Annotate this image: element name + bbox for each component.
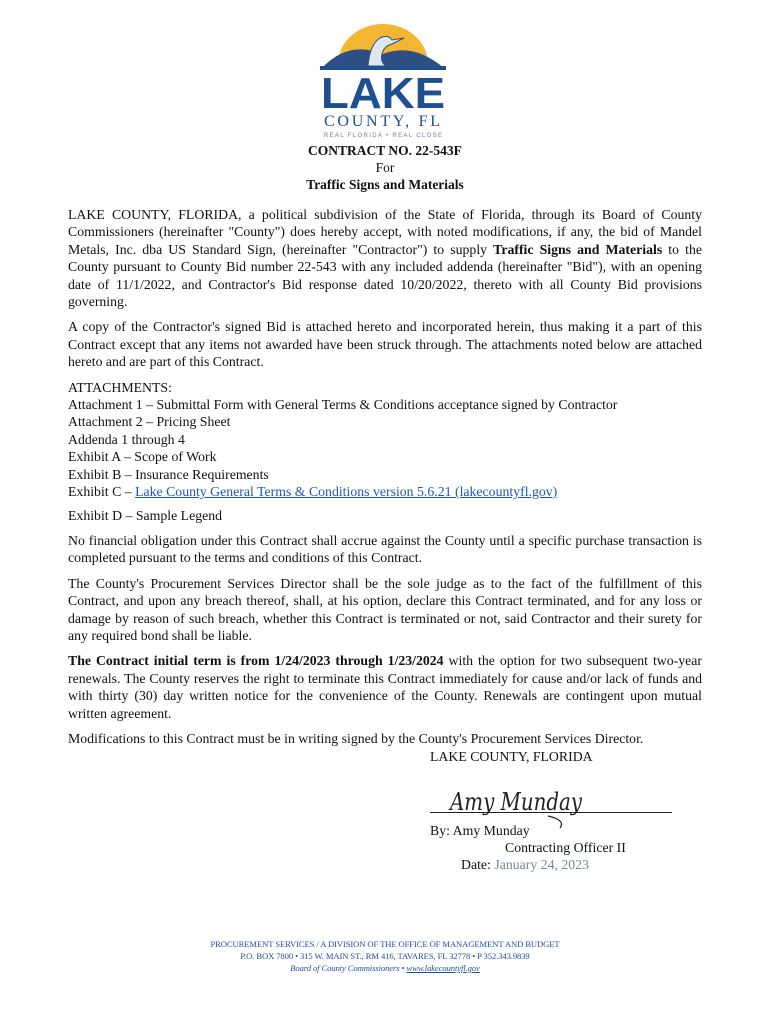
- attachment-item-exhibit-c: [68, 483, 702, 500]
- contract-for: For: [375, 160, 395, 175]
- term-text: with the option for two subsequent two-year renewals. The County reserves the right to terminate this Contract immediately for cause and/or lack of funds and with thirty (30) day written notice for the convenience of the County. Renewals are contingent upon mutual written agreement.: [68, 653, 702, 721]
- signature-script: Amy Munday: [448, 788, 583, 816]
- logo-tagline: REAL FLORIDA • REAL CLOSE: [324, 133, 442, 139]
- date-label: Date:: [461, 857, 495, 872]
- intro-text-1: LAKE COUNTY, FLORIDA, a political subdivision of the State of Florida, through its Board of County Commissioners (hereinafter "County") does hereby accept, with noted modifications, if any, the bid of Mandel Metals, Inc. dba US Standard Sign, (hereinafter "Contractor") to supply: [68, 207, 702, 257]
- financial-paragraph: No financial obligation under this Contract shall accrue against the County until a specific purchase transaction is completed pursuant to the terms and conditions of this Contract.: [68, 532, 702, 566]
- logo-word: LAKE: [321, 69, 445, 118]
- signature-entity: LAKE COUNTY, FLORIDA: [430, 749, 593, 764]
- general-terms-link[interactable]: Lake County General Terms & Conditions version 5.6.21 (lakecountyfl.gov): [135, 484, 558, 500]
- date-value: January 24, 2023: [494, 857, 589, 872]
- intro-paragraph: [68, 206, 702, 310]
- judge-paragraph: The County's Procurement Services Director shall be the sole judge as to the fact of the fulfillment of this Contract, and upon any breach thereof, shall, at his option, declare this Contract terminated, and for any loss or damage by reason of such breach, whether this Contract is terminated or not, said Contractor and their surety for any required bond shall be liable.: [68, 575, 702, 643]
- term-paragraph: [68, 652, 702, 722]
- exhibit-d: Exhibit D – Sample Legend: [68, 507, 223, 523]
- intro-text-2: to the County pursuant to County Bid number 22-543 with any included addenda (hereinafter "Bid"), with an opening date of 11/1/2022, and Contractor's Bid response dated 10/20/2022, thereto with all County Bid provisions governing.: [68, 241, 702, 310]
- exhibit-c-prefix: Exhibit C –: [68, 484, 136, 500]
- contract-subject: Traffic Signs and Materials: [306, 177, 464, 192]
- attachment-item: Attachment 1 – Submittal Form with General Terms & Conditions acceptance signed by Contractor: [68, 397, 618, 413]
- signed-by: By: Amy Munday: [430, 823, 530, 838]
- logo-county: COUNTY, FL: [324, 113, 442, 130]
- footer-board: Board of County Commissioners •: [290, 963, 407, 973]
- attachment-item: Exhibit B – Insurance Requirements: [68, 466, 269, 482]
- lake-county-logo: [308, 18, 458, 140]
- signer-title: Contracting Officer II: [505, 840, 626, 855]
- term-bold: The Contract initial term is from 1/24/2023 through 1/23/2024: [68, 653, 444, 669]
- footer-line-1: PROCUREMENT SERVICES / A DIVISION OF THE OFFICE OF MANAGEMENT AND BUDGET: [210, 939, 560, 949]
- footer-line-3: [0, 962, 770, 974]
- attachment-item: Exhibit A – Scope of Work: [68, 449, 217, 465]
- signature-date: [461, 857, 589, 873]
- footer-website-link[interactable]: www.lakecountyfl.gov: [406, 963, 480, 973]
- page-footer: [0, 938, 770, 974]
- signature-flourish: [548, 816, 562, 828]
- modifications-paragraph: Modifications to this Contract must be in writing signed by the County's Procurement Services Director.: [68, 730, 644, 746]
- attachments-heading: ATTACHMENTS:: [68, 379, 172, 395]
- attachments-list: [68, 379, 702, 501]
- attachment-item: Addenda 1 through 4: [68, 431, 185, 447]
- attachment-item: Attachment 2 – Pricing Sheet: [68, 414, 231, 430]
- contract-body: [68, 206, 702, 755]
- copy-paragraph: A copy of the Contractor's signed Bid is attached hereto and incorporated herein, thus making it a part of this Contract except that any items not awarded have been struck through. The attachments noted below are attached hereto and are part of this Contract.: [68, 319, 702, 370]
- intro-bold: Traffic Signs and Materials: [493, 241, 663, 257]
- contract-number: CONTRACT NO. 22-543F: [308, 143, 462, 158]
- footer-line-2: P.O. BOX 7800 • 315 W. MAIN ST., RM 416, TAVARES, FL 32778 • P 352.343.9839: [240, 951, 530, 961]
- signature-line: [430, 812, 672, 813]
- contract-title: [0, 142, 770, 193]
